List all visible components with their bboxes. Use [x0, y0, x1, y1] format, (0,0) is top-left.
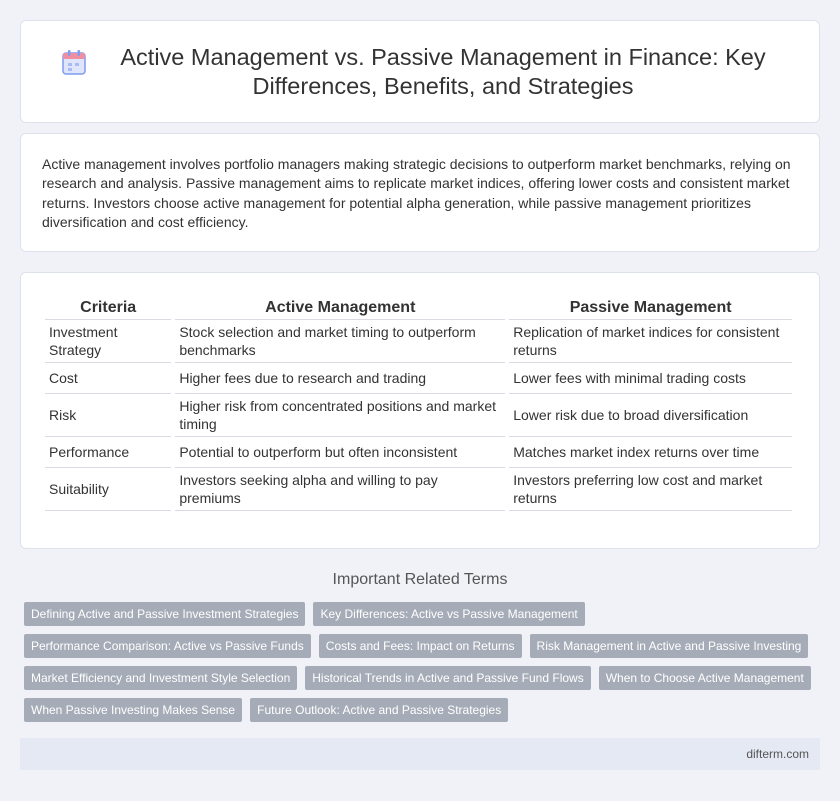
table-cell: Suitability [45, 468, 171, 511]
comparison-table-card [20, 272, 820, 549]
header-card [20, 20, 820, 123]
table-row [45, 468, 792, 511]
table-cell: Higher risk from concentrated positions and market timing [175, 394, 505, 437]
related-tag[interactable]: Market Efficiency and Investment Style Selection [24, 666, 297, 690]
table-row [45, 437, 792, 468]
table-cell: Stock selection and market timing to outperform benchmarks [175, 320, 505, 363]
header-criteria: Criteria [45, 295, 171, 320]
related-tag[interactable]: Performance Comparison: Active vs Passive Funds [24, 634, 311, 658]
intro-paragraph: Active management involves portfolio managers making strategic decisions to outperform market benchmarks, relying on research and analysis. Passive management aims to replicate market indices, offering lower costs and consistent market returns. Investors choose active management for potential alpha generation, while passive management prioritizes diversification and cost efficiency. [42, 156, 791, 231]
related-tag[interactable]: Future Outlook: Active and Passive Strategies [250, 698, 508, 722]
related-terms-title: Important Related Terms [332, 571, 508, 588]
header-passive: Passive Management [509, 295, 792, 320]
related-tag[interactable]: Defining Active and Passive Investment Strategies [24, 602, 305, 626]
related-tag[interactable]: When to Choose Active Management [599, 666, 811, 690]
comparison-table [41, 295, 796, 511]
table-cell: Lower risk due to broad diversification [509, 394, 792, 437]
table-cell: Potential to outperform but often inconsistent [175, 437, 505, 468]
header-active: Active Management [175, 295, 505, 320]
related-tag[interactable]: Historical Trends in Active and Passive Fund Flows [305, 666, 590, 690]
related-tag[interactable]: Risk Management in Active and Passive Investing [530, 634, 809, 658]
table-row [45, 394, 792, 437]
table-cell: Higher fees due to research and trading [175, 363, 505, 394]
table-cell: Cost [45, 363, 171, 394]
table-cell: Matches market index returns over time [509, 437, 792, 468]
related-tags [24, 602, 824, 730]
related-tag[interactable]: When Passive Investing Makes Sense [24, 698, 242, 722]
table-header-row [45, 295, 792, 320]
related-tag[interactable]: Costs and Fees: Impact on Returns [319, 634, 522, 658]
table-row [45, 320, 792, 363]
table-cell: Replication of market indices for consistent returns [509, 320, 792, 363]
table-cell: Performance [45, 437, 171, 468]
footer-site-link[interactable]: difterm.com [746, 747, 809, 761]
calendar-icon [61, 63, 107, 81]
table-cell: Investors preferring low cost and market returns [509, 468, 792, 511]
table-row [45, 363, 792, 394]
table-cell: Risk [45, 394, 171, 437]
footer [20, 738, 820, 770]
related-tag[interactable]: Key Differences: Active vs Passive Management [313, 602, 584, 626]
page-title: Active Management vs. Passive Management in Finance: Key Differences, Benefits, and Strategies [120, 43, 766, 99]
intro-card [20, 133, 820, 252]
table-cell: Investors seeking alpha and willing to pay premiums [175, 468, 505, 511]
table-cell: Investment Strategy [45, 320, 171, 363]
table-cell: Lower fees with minimal trading costs [509, 363, 792, 394]
